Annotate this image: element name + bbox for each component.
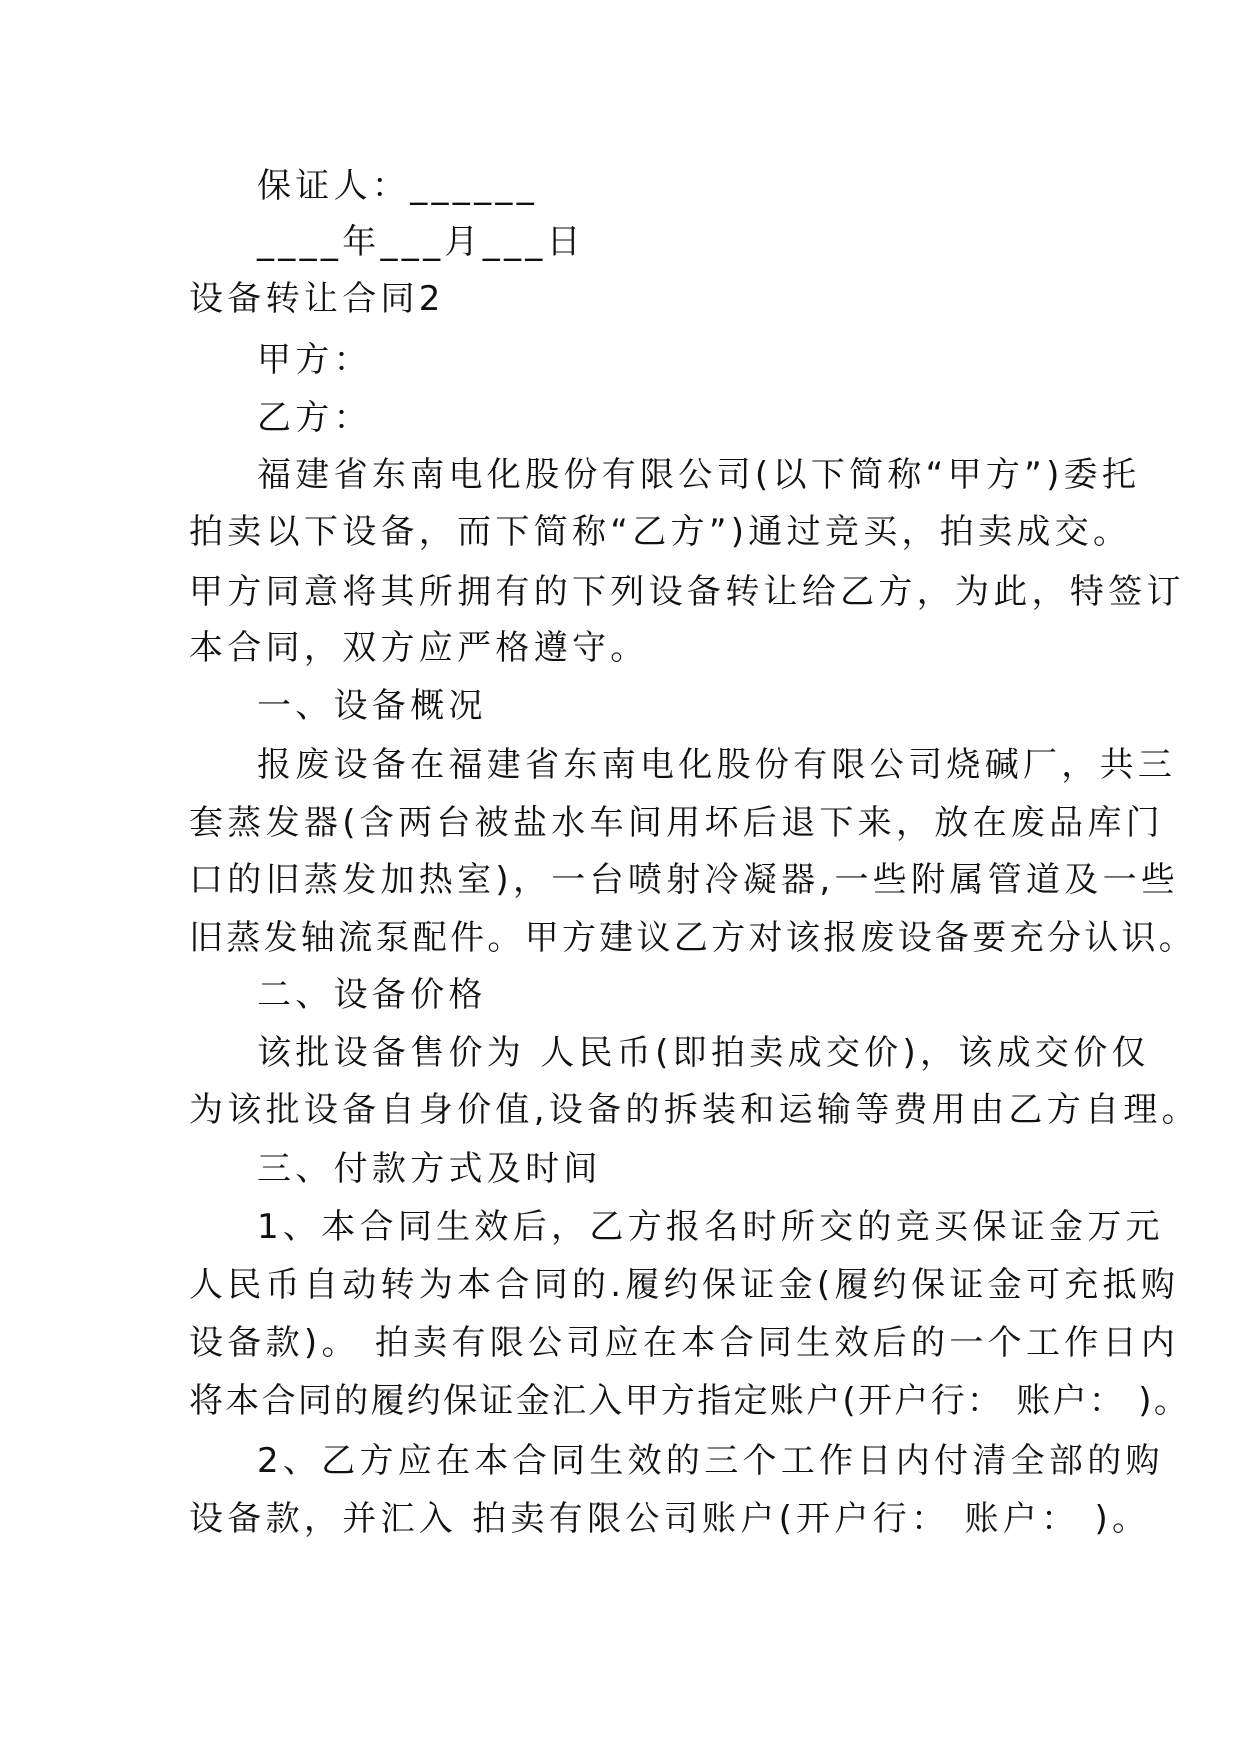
paragraph-line: 为该批设备自身价值,设备的拆装和运输等费用由乙方自理。 [189, 1090, 1200, 1130]
paragraph-line: 2、乙方应在本合同生效的三个工作日内付清全部的购 [257, 1441, 1164, 1481]
intro-line: 拍卖以下设备，而下简称“乙方”)通过竞买，拍卖成交。 [189, 512, 1132, 552]
date-line: ____年___月___日 [257, 222, 585, 262]
paragraph-line: 该批设备售价为 人民币(即拍卖成交价)，该成交价仅 [257, 1033, 1150, 1073]
paragraph-line: 设备款，并汇入 拍卖有限公司账户(开户行： 账户： )。 [189, 1499, 1151, 1539]
paragraph-line: 人民币自动转为本合同的.履约保证金(履约保证金可充抵购 [189, 1265, 1180, 1305]
party-b-label: 乙方： [257, 398, 372, 438]
paragraph-line: 套蒸发器(含两台被盐水车间用坏后退下来，放在废品库门 [189, 803, 1165, 843]
intro-line: 福建省东南电化股份有限公司(以下简称“甲方”)委托 [257, 455, 1141, 495]
paragraph-line: 将本合同的履约保证金汇入甲方指定账户(开户行： 账户： )。 [189, 1381, 1191, 1421]
document-title: 设备转让合同2 [189, 279, 445, 319]
section-heading: 二、设备价格 [257, 975, 487, 1015]
party-a-label: 甲方： [257, 340, 372, 380]
paragraph-line: 1、本合同生效后，乙方报名时所交的竞买保证金万元 [257, 1207, 1164, 1247]
intro-line: 甲方同意将其所拥有的下列设备转让给乙方，为此，特签订 [189, 572, 1185, 612]
section-heading: 三、付款方式及时间 [257, 1149, 602, 1189]
paragraph-line: 设备款)。 拍卖有限公司应在本合同生效后的一个工作日内 [189, 1323, 1180, 1363]
guarantor-line: 保证人：______ [257, 166, 538, 206]
intro-line: 本合同，双方应严格遵守。 [189, 628, 649, 668]
paragraph-line: 旧蒸发轴流泵配件。甲方建议乙方对该报废设备要充分认识。 [189, 918, 1197, 958]
paragraph-line: 口的旧蒸发加热室)，一台喷射冷凝器,一些附属管道及一些 [189, 860, 1180, 900]
section-heading: 一、设备概况 [257, 686, 487, 726]
paragraph-line: 报废设备在福建省东南电化股份有限公司烧碱厂，共三 [257, 745, 1177, 785]
